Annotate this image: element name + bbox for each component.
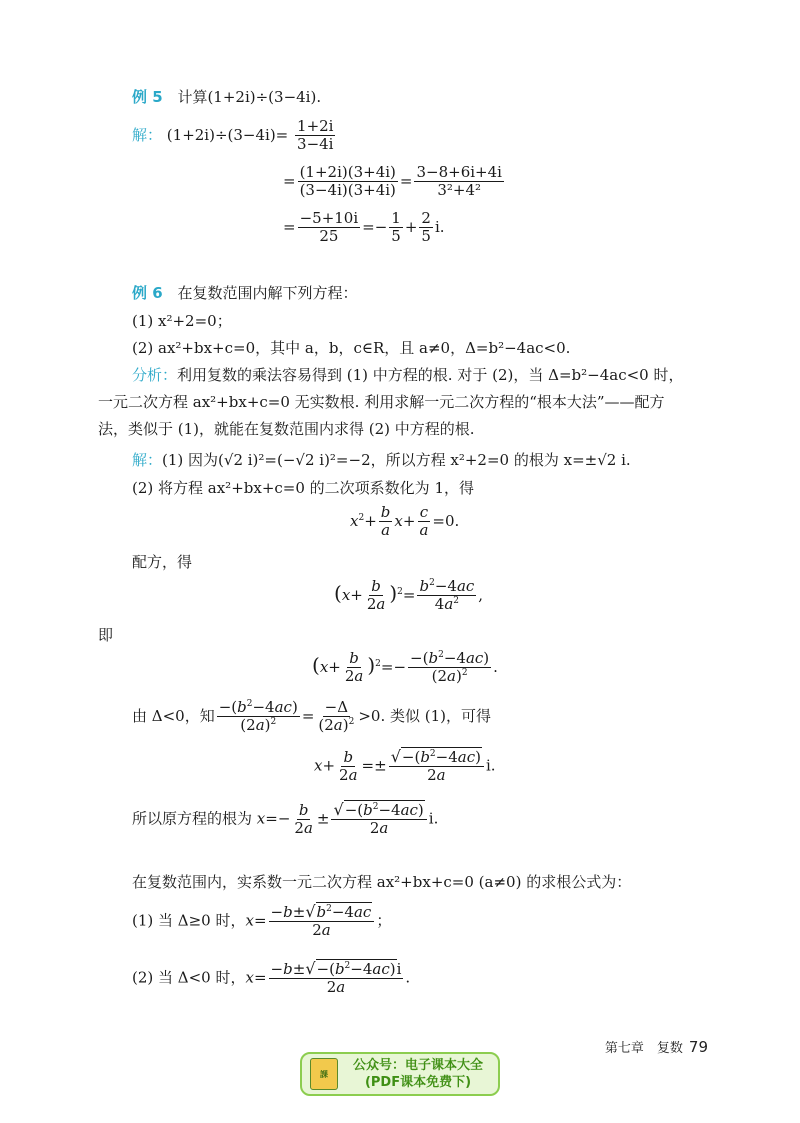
ex6-solution-label: 解： [132,451,163,469]
equation-plus-minus: x+ $\frac{b}{2a}$ =± $\frac{√-(b^2-4ac)}{2a}$ i. [314,747,496,785]
chapter-title: 第七章 复数 [604,1041,683,1056]
equation-normalized: $x^2+$ $\frac{b}{a}$ x+ $\frac{c}{a}$ =0. [350,503,460,540]
page-footer [605,1037,708,1056]
ex5-fraction-6: $\frac{2}{5}$ [421,209,431,246]
ex5-heading [132,86,321,107]
ex5-solution-label: 解： [132,125,163,144]
ex6-analysis-line3: 法，类似于 (1)，就能在复数范围内求得 (2) 中方程的根. [98,420,475,438]
ex6-part2: (2) ax²+bx+c=0，其中 a，b，c∈R，且 a≠0，Δ=b²−4ac<0. [132,339,571,357]
badge-text: 公众号：电子课本大全 (PDF课本免费下) [352,1058,483,1090]
summary-case1: (1) 当 Δ≥0 时，x= $\frac{-b\pm√b^2-4ac}{2a}$ ； [132,902,392,940]
equation-completed-square: (x+ $\frac{b}{2a}$ )$^2$= $\frac{b^2-4ac}{4a^2}$ , [334,577,484,614]
ex5-problem: 计算(1+2i)÷(3−4i). [177,88,322,106]
ex5-fraction-2: $\frac{(1+2i)(3+4i)}{(3-4i)(3+4i)}$ [299,163,396,200]
book-icon: 課 [310,1058,338,1090]
peifang-text: 配方，得 [132,553,193,571]
ex6-part1: (1) x²+2=0； [132,312,232,330]
ex5-solution-line2: = $\frac{(1+2i)(3+4i)}{(3-4i)(3+4i)}$ = $\frac{3-8+6i+4i}{\text{3²+4²}}$ [283,163,502,200]
since-line: 由 Δ<0，知 $\frac{-(b^2-4ac)}{(2a)^2}$ = $\frac{-\Delta}{(2a)^2}$ >0. 类似 (1)，可得 [132,698,492,735]
ex6-analysis-line1: 分析：利用复数的乘法容易得到 (1) 中方程的根. 对于 (2)，当 Δ=b²−4ac<0 时， [132,366,684,384]
ex5-solution-line1 [132,118,337,154]
equation-rewritten: (x+ $\frac{b}{2a}$ )$^2$=− $\frac{-(b^2-4ac)}{(2a)^2}$ . [312,649,498,686]
ex5-fraction-1: $\frac{1+2i}{3-4i}$ [297,117,334,154]
ex5-fraction-5: $\frac{1}{5}$ [391,209,401,246]
ex6-analysis-line2: 一元二次方程 ax²+bx+c=0 无实数根. 利用求解一元二次方程的“根本大法”——配方 [98,393,665,411]
ex6-solution-part2: (2) 将方程 ax²+bx+c=0 的二次项系数化为 1，得 [132,479,474,497]
ji-text: 即 [98,626,114,644]
page-number: 79 [688,1038,708,1056]
summary-case2: (2) 当 Δ<0 时，x= $\frac{-b\pm√-(b^2-4ac)i}{2a}$ . [132,959,411,997]
ex5-solution-lhs: (1+2i)÷(3−4i)= [166,125,289,144]
summary-intro: 在复数范围内，实系数一元二次方程 ax²+bx+c=0 (a≠0) 的求根公式为： [132,873,632,891]
ex5-label: 例 5 [132,88,163,106]
roots-line: 所以原方程的根为 x=− $\frac{b}{2a}$ ± $\frac{√-(b^2-4ac)}{2a}$ i. [132,800,439,838]
ex6-solution-part1: 解：(1) 因为(√2 i)²=(−√2 i)²=−2，所以方程 x²+2=0 的根为 x=±√2 i. [132,451,631,469]
ex6-label: 例 6 [132,284,163,302]
ex5-solution-line3: = $\frac{-5+10i}{25}$ =− $\frac{1}{5}$ + $\frac{2}{5}$ i. [283,209,445,246]
ex5-fraction-3: $\frac{3-8+6i+4i}{\text{3²+4²}}$ [416,163,502,200]
ex6-analysis-label: 分析： [132,366,178,384]
ex6-problem: 在复数范围内解下列方程： [177,284,358,302]
wechat-badge[interactable] [300,1052,500,1096]
ex5-fraction-4: $\frac{-5+10i}{25}$ [299,209,359,246]
ex6-heading [132,282,357,303]
